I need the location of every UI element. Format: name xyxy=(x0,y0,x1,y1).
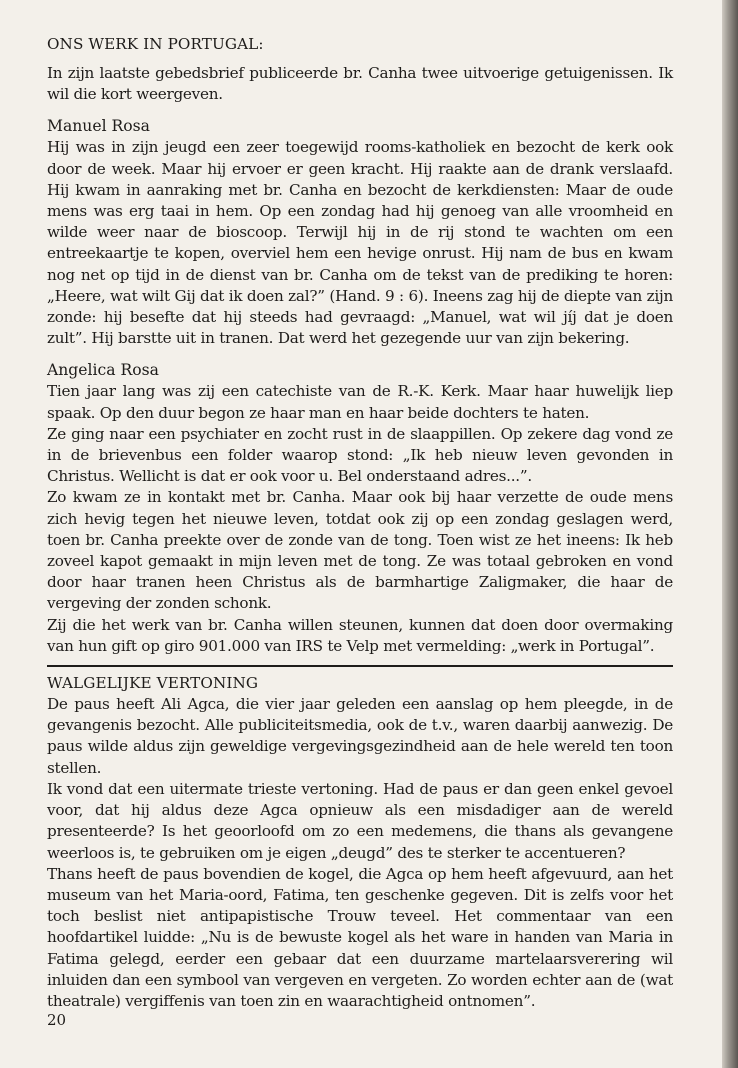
article-paragraph: De paus heeft Ali Agca, die vier jaar geleden een aanslag op hem pleegde, in de gevangenis bezocht. Alle publiciteitsmedia, ook de t.v., waren daarbij aanwezig. De paus wilde aldus zijn geweldige vergevingsgezindheid aan de hele wereld ten toon stellen. xyxy=(47,695,673,777)
section-title-vertoning: WALGELIJKE VERTONING xyxy=(47,674,259,693)
page-number: 20 xyxy=(47,1011,67,1029)
support-paragraph: Zij die het werk van br. Canha willen steunen, kunnen dat doen door overmaking van hun gift op giro 901.000 van IRS te Velp met vermelding: „werk in Portugal”. xyxy=(47,615,673,655)
testimony-heading-angelica: Angelica Rosa xyxy=(47,361,159,380)
section-divider xyxy=(47,665,673,667)
page-content xyxy=(47,34,673,1012)
article-paragraph: Thans heeft de paus bovendien de kogel, die Agca op hem heeft afgevuurd, aan het museum van het Maria-oord, Fatima, ten geschenke gegeven. Dit is zelfs voor het toch beslist niet antipapistische Trouw teveel. Het commentaar van een hoofdartikel luidde: „Nu is de bewuste kogel als het ware in handen van Maria in Fatima gelegd, eerder een gebaar dat een duurzame martelaarsverering wil inluiden dan een symbool van vergeven en vergeten. Zo worden echter aan de (wat theatrale) vergiffenis van toen zin en waarachtigheid ontnomen”. xyxy=(47,864,673,1010)
section-title-portugal: ONS WERK IN PORTUGAL: xyxy=(47,35,264,53)
testimony-text-manuel: Hij was in zijn jeugd een zeer toegewijd rooms-katholiek en bezocht de kerk ook door de week. Maar hij ervoer er geen kracht. Hij raakte aan de drank verslaafd. Hij kwam in aanraking met br. Canha en bezocht de kerkdiensten: Maar de oude mens was erg taai in hem. Op een zondag had hij genoeg van alle vroomheid en wilde weer naar de bioscoop. Terwijl hij in de rij stond te wachten om een entreekaartje te kopen, overviel hem een hevige onrust. Hij nam de bus en kwam nog net op tijd in de dienst van br. Canha om de tekst van de prediking te horen: „Heere, wat wilt Gij dat ik doen zal?” (Hand. 9 : 6). Ineens zag hij de diepte van zijn zonde: hij besefte dat hij steeds had gevraagd: „Manuel, wat wil jíj dat je doen zult”. Hij barstte uit in tranen. Dat werd het gezegende uur van zijn bekering. xyxy=(47,138,673,348)
page-edge-shadow xyxy=(722,0,738,1068)
intro-paragraph: In zijn laatste gebedsbrief publiceerde br. Canha twee uitvoerige getuigenissen. Ik wil die kort weergeven. xyxy=(47,64,673,104)
article-paragraph: Ik vond dat een uitermate trieste vertoning. Had de paus er dan geen enkel gevoel voor, dat hij aldus deze Agca opnieuw als een misdadiger aan de wereld presenteerde? Is het geoorloofd om zo een medemens, die thans als gevangene weerloos is, te gebruiken om je eigen „deugd” des te sterker te accentueren? xyxy=(47,779,673,862)
testimony-heading-manuel: Manuel Rosa xyxy=(47,117,150,136)
testimony-paragraph: Zo kwam ze in kontakt met br. Canha. Maar ook bij haar verzette de oude mens zich hevig tegen het nieuwe leven, totdat ook zij op een zondag geslagen werd, toen br. Canha preekte over de zonde van de tong. Toen wist ze het ineens: Ik heb zoveel kapot gemaakt in mijn leven met de tong. Ze was totaal gebroken en vond door haar tranen heen Christus als de barmhartige Zaligmaker, die haar de vergeving der zonden schonk. xyxy=(47,488,673,613)
testimony-paragraph: Ze ging naar een psychiater en zocht rust in de slaappillen. Op zekere dag vond ze in de brievenbus een folder waarop stond: „Ik heb nieuw leven gevonden in Christus. Wellicht is dat er ook voor u. Bel onderstaand adres...”. xyxy=(47,424,673,486)
testimony-paragraph: Tien jaar lang was zij een catechiste van de R.-K. Kerk. Maar haar huwelijk liep spaak. Op den duur begon ze haar man en haar beide dochters te haten. xyxy=(47,382,673,422)
